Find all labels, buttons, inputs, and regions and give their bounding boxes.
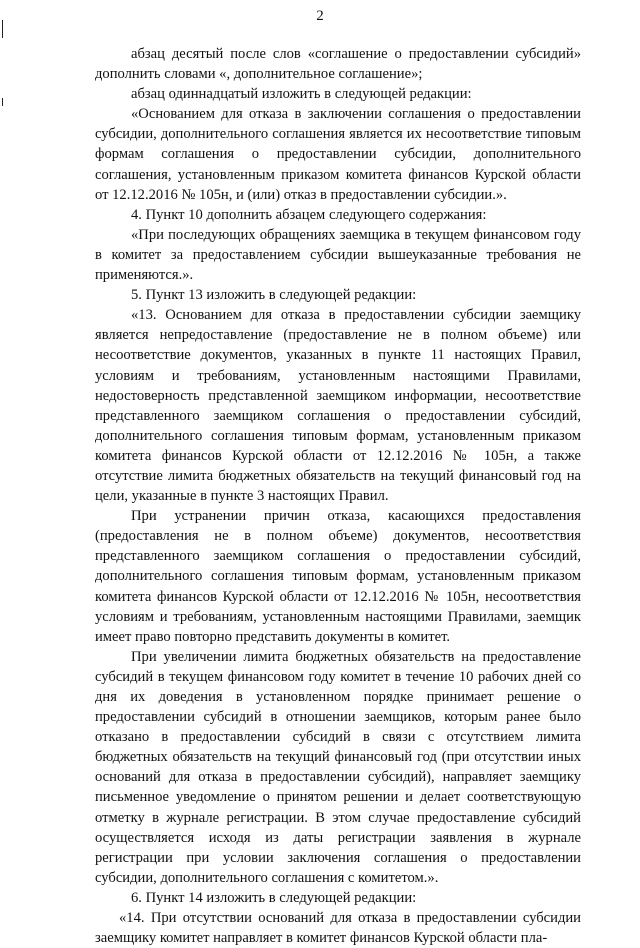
paragraph: 6. Пункт 14 изложить в следующей редакции: bbox=[131, 889, 417, 906]
paragraph: абзац десятый после слов «соглашение о предоставлении субсидий» дополнить словами «, дополнительное соглашение»; bbox=[95, 46, 581, 83]
paragraph: При увеличении лимита бюджетных обязательств на предоставление субсидий в текущем финансовом году комитет в течение 10 рабочих дней со дня их доведения в установленном порядке принимает решение о предоставлении субсидий в отношении заемщиков, которым ранее было отказано в предоставлении субсидий в связи с отсутствием лимита бюджетных обязательств на текущий финансовый год (при отсутствии иных оснований для отказа в предоставлении субсидий), направляет заемщику письменное уведомление о принятом решении и делает соответствующую отметку в журнале регистрации. В этом случае предоставление субсидий осуществляется исходя из даты регистрации заявления в журнале регистрации при условии заключения соглашения о предоставлении субсидии, дополнительного соглашения с комитетом.». bbox=[95, 648, 581, 886]
paragraph: «14. При отсутствии оснований для отказа в предоставлении субсидии заемщику комитет направляет в комитет финансов Курской области пла- bbox=[95, 910, 581, 947]
paragraph: «13. Основанием для отказа в предоставлении субсидии заемщику является непредоставление (предоставление не в полном объеме) или несоответствие документов, указанных в пункте 11 настоящих Правил, условиям и требованиям, установленным настоящими Правилами, недостоверность представленной заемщиком информации, несоответствие представленного заемщиком соглашения о предоставлении субсидий, дополнительного соглашения типовым формам, установленным приказом комитета финансов Курской области от 12.12.2016 № 105н, а также отсутствие лимита бюджетных обязательств на текущий финансовый год на цели, указанные в пункте 3 настоящих Правил. bbox=[95, 307, 581, 505]
scan-edge-mark-bottom bbox=[2, 98, 3, 106]
paragraph: «При последующих обращениях заемщика в текущем финансовом году в комитет за предоставлением субсидии вышеуказанные требования не применяются.». bbox=[95, 226, 581, 284]
document-body bbox=[95, 44, 581, 948]
paragraph: 5. Пункт 13 изложить в следующей редакции: bbox=[131, 287, 417, 304]
page-number: 2 bbox=[316, 8, 324, 24]
paragraph: 4. Пункт 10 дополнить абзацем следующего содержания: bbox=[131, 206, 487, 223]
paragraph: «Основанием для отказа в заключении соглашения о предоставлении субсидии, дополнительного соглашения является их несоответствие типовым формам соглашения о предоставлении субсидии, дополнительного соглашения, установленным приказом комитета финансов Курской области от 12.12.2016 № 105н, и (или) отказ в предоставлении субсидии.». bbox=[95, 106, 581, 203]
paragraph: абзац одиннадцатый изложить в следующей редакции: bbox=[131, 86, 472, 103]
paragraph: При устранении причин отказа, касающихся предоставления (предоставления не в полном объеме) документов, несоответствия представленного заемщиком соглашения о предоставлении субсидий, дополнительного соглашения типовым формам, установленным приказом комитета финансов Курской области от 12.12.2016 № 105н, несоответствия условиям и требованиям, установленным настоящими Правилами, заемщик имеет право повторно представить документы в комитет. bbox=[95, 508, 581, 645]
